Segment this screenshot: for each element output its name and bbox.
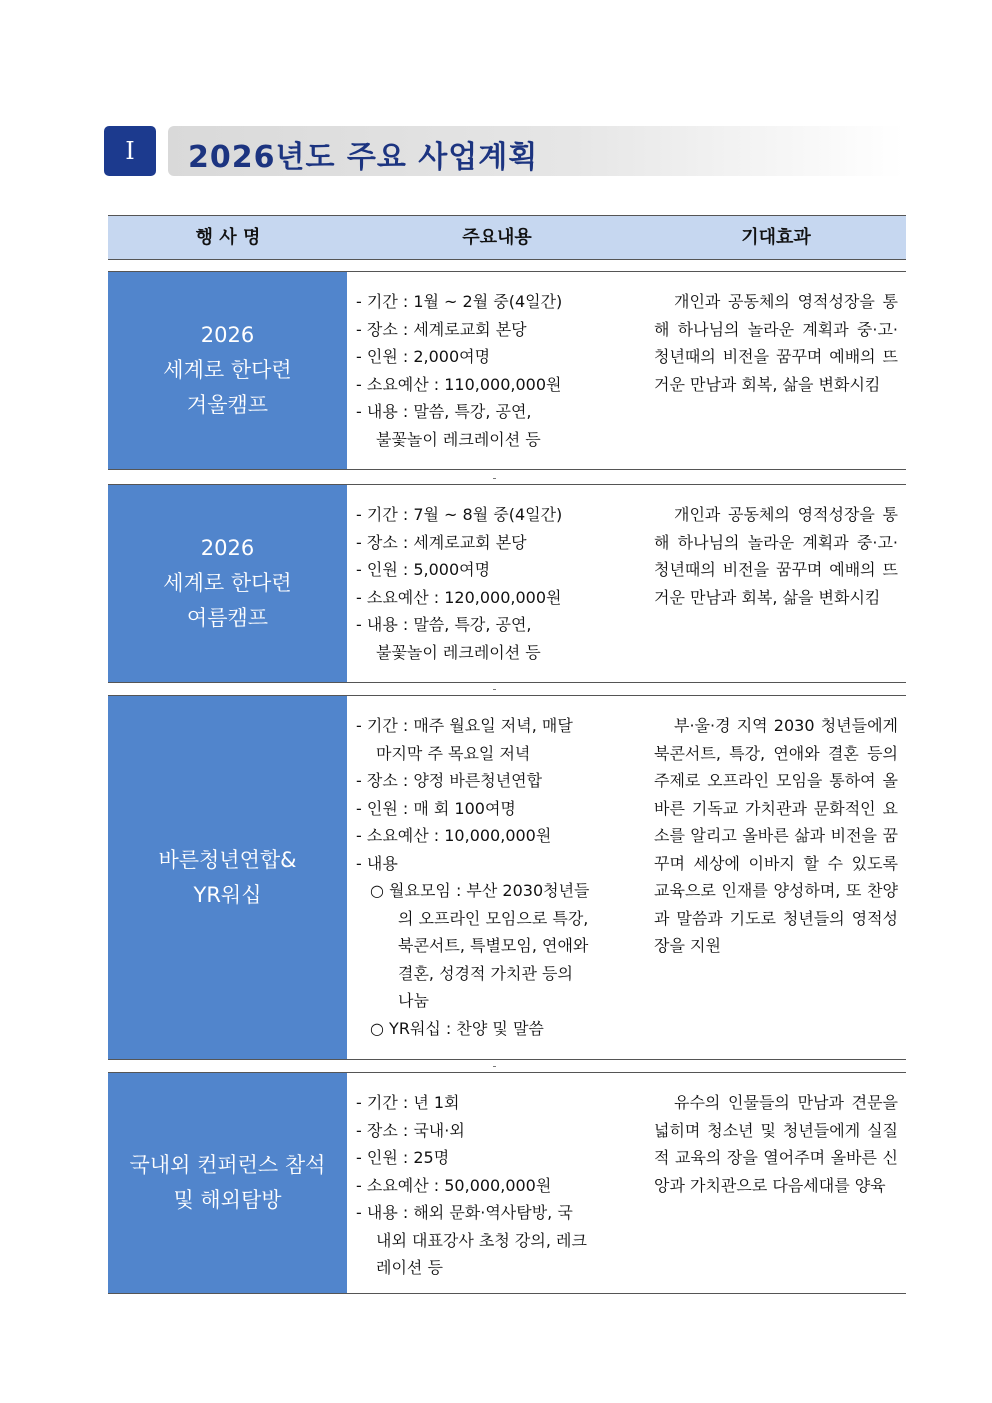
event-name-cell: [108, 1073, 347, 1293]
content-line: - 인원 : 25명: [356, 1148, 450, 1167]
event-name-cell: [108, 485, 347, 682]
content-line: - 장소 : 세계로교회 본당: [356, 319, 527, 339]
effect-text: 유수의 인물들의 만남과 견문을 넓히며 청소년 및 청년들에게 실질적 교육의 장을 열어주며 올바른 신앙과 가치관으로 다음세대를 양육: [654, 1093, 898, 1195]
content-line: - 기간 : 7월 ~ 8월 중(4일간): [356, 505, 563, 524]
table-row: [108, 695, 906, 1060]
effect-text: 개인과 공동체의 영적성장을 통해 하나님의 놀라운 계획과 중·고·청년때의 비전을 꿈꾸며 예배의 뜨거운 만남과 회복, 삶을 변화시킴: [654, 505, 898, 607]
header-expected-effect: 기대효과: [741, 227, 811, 248]
content-line: 의 오프라인 모임으로 특강,: [398, 908, 589, 928]
content-line: 마지막 주 목요일 저녁: [376, 743, 531, 763]
content-line: - 내용 : 해외 문화·역사탐방, 국: [356, 1203, 573, 1222]
effect-cell: [654, 288, 898, 398]
row-separator: [493, 1066, 496, 1067]
content-line: 나눔: [398, 991, 429, 1010]
event-name: 2026 세계로 한다련 여름캠프: [163, 536, 292, 630]
event-name-cell: [108, 272, 347, 469]
effect-text: 부·울·경 지역 2030 청년들에게 북콘서트, 특강, 연애와 결혼 등의 주제로 오프라인 모임을 통하여 올바른 기독교 가치관과 문화적인 요소를 알리고 올바른 삶과 비전을 꿈꾸며 세상에 이바지 할 수 있도록 교육으로 인재를 양성하며, 또 찬양과 말씀과 기도로 청년들의 영적성장을 지원: [654, 716, 898, 955]
content-line: - 기간 : 매주 월요일 저녁, 매달: [356, 716, 573, 735]
effect-cell: [654, 501, 898, 611]
event-name: 바른청년연합& YR워십: [158, 847, 297, 907]
event-name-cell: [108, 696, 347, 1059]
table-header: [108, 215, 906, 260]
section-title: 2026년도 주요 사업계획: [188, 140, 539, 175]
content-cell: [356, 1089, 646, 1282]
content-line: - 장소 : 양정 바른청년연합: [356, 771, 543, 790]
content-line: 결혼, 성경적 가치관 등의: [398, 963, 573, 983]
row-separator: [493, 689, 496, 690]
content-line: - 인원 : 5,000여명: [356, 560, 491, 579]
content-cell: [356, 501, 646, 666]
effect-cell: [654, 1089, 898, 1199]
content-line: - 내용 : 말씀, 특강, 공연,: [356, 402, 532, 421]
content-line: - 인원 : 2,000여명: [356, 347, 491, 366]
content-line: - 인원 : 매 회 100여명: [356, 798, 516, 818]
content-line: - 기간 : 1월 ~ 2월 중(4일간): [356, 292, 563, 311]
content-line: - 내용: [356, 853, 398, 873]
header-main-content: 주요내용: [462, 227, 532, 248]
table-row: [108, 271, 906, 470]
content-line: - 소요예산 : 10,000,000원: [356, 826, 552, 845]
table-row: [108, 1072, 906, 1294]
content-cell: [356, 712, 646, 1042]
content-line: ○ 월요모임 : 부산 2030청년들: [370, 881, 590, 900]
content-line: 북콘서트, 특별모임, 연애와: [398, 936, 589, 955]
event-name: 국내외 컨퍼런스 참석 및 해외탐방: [129, 1153, 326, 1212]
event-name: 2026 세계로 한다련 겨울캠프: [163, 323, 292, 417]
section-header: [104, 126, 904, 176]
content-line: ○ YR워십 : 찬양 및 말씀: [370, 1018, 544, 1038]
content-line: - 소요예산 : 120,000,000원: [356, 587, 562, 607]
content-line: 불꽃놀이 레크레이션 등: [376, 429, 541, 449]
content-line: - 장소 : 세계로교회 본당: [356, 532, 527, 552]
section-number-badge: Ⅰ: [104, 126, 156, 176]
content-line: - 내용 : 말씀, 특강, 공연,: [356, 615, 532, 634]
content-line: - 장소 : 국내·외: [356, 1120, 465, 1140]
section-title-bar: [168, 126, 904, 176]
header-event-name: 행 사 명: [195, 227, 261, 248]
content-line: 불꽃놀이 레크레이션 등: [376, 642, 541, 662]
effect-text: 개인과 공동체의 영적성장을 통해 하나님의 놀라운 계획과 중·고·청년때의 비전을 꿈꾸며 예배의 뜨거운 만남과 회복, 삶을 변화시킴: [654, 292, 898, 394]
content-line: - 소요예산 : 50,000,000원: [356, 1175, 552, 1195]
effect-cell: [654, 712, 898, 960]
content-line: - 기간 : 년 1회: [356, 1093, 460, 1112]
content-cell: [356, 288, 646, 453]
content-line: - 소요예산 : 110,000,000원: [356, 374, 562, 394]
content-line: 내외 대표강사 초청 강의, 레크: [376, 1230, 587, 1250]
content-line: 레이션 등: [376, 1258, 443, 1277]
table-row: [108, 484, 906, 683]
row-separator: [493, 478, 496, 479]
